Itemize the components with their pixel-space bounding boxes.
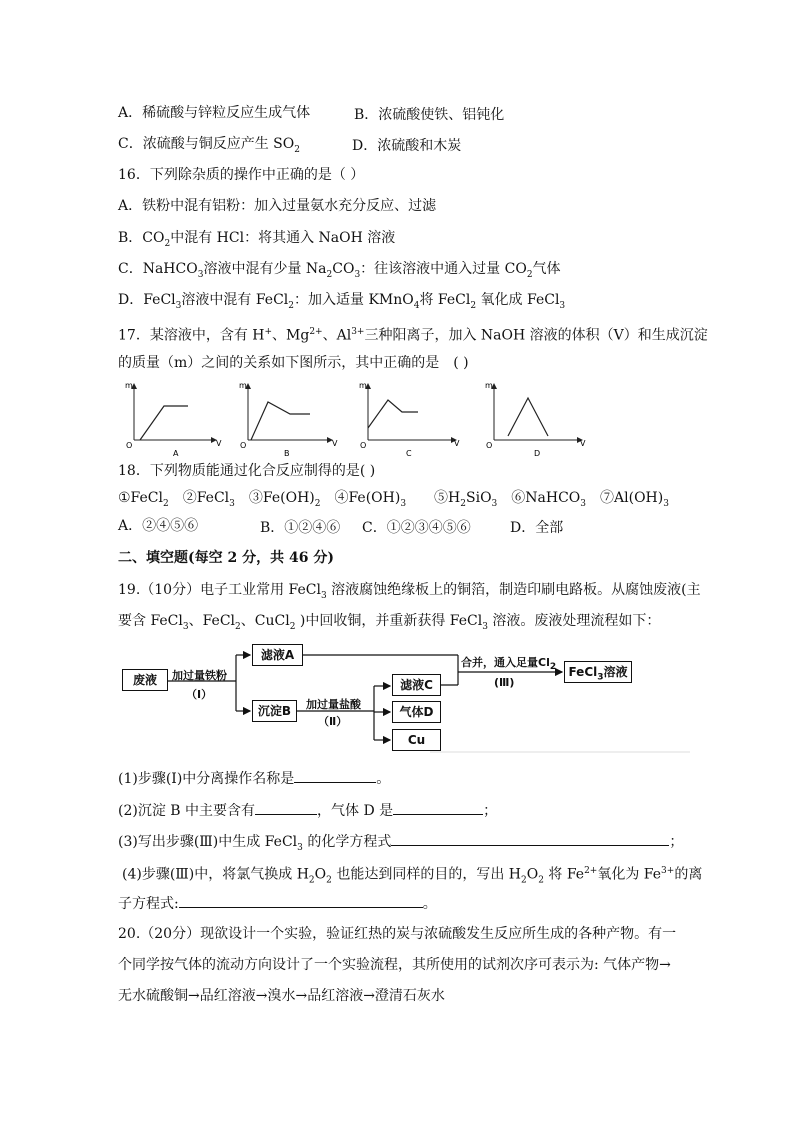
q17-stem-line2: 的质量（m）之间的关系如下图所示，其中正确的是 ( )	[118, 355, 469, 371]
q19-sub1: (1)步骤(Ⅰ)中分离操作名称是 。	[118, 768, 390, 788]
q16-option-c: C．NaHCO$_3$溶液中混有少量 $Na_2CO_3$：往该溶液中通入过量 $CO_2$气体	[118, 261, 561, 280]
graph-c-ylabel: m	[359, 381, 367, 390]
q18-stem: 18．下列物质能通过化合反应制得的是( )	[118, 463, 376, 479]
graph-b-xlabel: V	[332, 439, 338, 448]
q18-option-c: C．①②③④⑤⑥	[362, 520, 471, 536]
graph-b-ylabel: m	[239, 381, 247, 390]
precipitate-b-box: 沉淀B	[252, 700, 297, 722]
graph-a-xlabel: V	[216, 439, 222, 448]
q20-line3: 无水硫酸铜→品红溶液→溴水→品红溶液→澄清石灰水	[118, 988, 445, 1004]
q19-sub3: (3)写出步骤(Ⅲ)中生成 FeCl$_3$ 的化学方程式 ；	[118, 831, 683, 857]
fecl3-solution-box: FeCl$_3$溶液	[564, 661, 632, 683]
q16-option-b: B．$CO_2$中混有 HCl：将其通入 NaOH 溶液	[118, 230, 396, 249]
q16-stem: 16．下列除杂质的操作中正确的是（ ）	[118, 167, 365, 183]
gas-d-box: 气体D	[392, 701, 441, 723]
q20-line1: 20.（20分）现欲设计一个实验，验证红热的炭与浓硫酸发生反应所生成的各种产物。有一	[118, 926, 677, 942]
graph-c-origin: O	[360, 441, 367, 450]
graph-a-origin: O	[126, 441, 133, 450]
step1-number: （Ⅰ）	[186, 688, 213, 701]
q20-line2: 个同学按气体的流动方向设计了一个实验流程，其所使用的试剂次序可表示为: 气体产物→	[118, 957, 671, 973]
graph-d-xlabel: V	[580, 439, 586, 448]
graph-b-label: B	[284, 449, 290, 458]
answer-blank[interactable]	[179, 893, 423, 908]
graph-d-ylabel: m	[485, 381, 493, 390]
q19-sub4-cont: 子方程式: 。	[118, 893, 437, 913]
step3-number: (Ⅲ)	[494, 676, 515, 689]
q19-sub2: (2)沉淀 B 中主要含有 ，气体 D 是 ；	[118, 800, 497, 820]
q18-option-b: B．①②④⑥	[260, 520, 341, 536]
cu-box: Cu	[392, 729, 441, 751]
step3-label: 合并，通入足量$Cl_2$	[461, 656, 557, 673]
graph-b-origin: O	[240, 441, 247, 450]
graph-a-label: A	[173, 449, 179, 458]
answer-blank[interactable]	[393, 800, 483, 815]
waste-liquid-box: 废液	[122, 669, 168, 691]
q15-option-c: C．浓硫酸与铜反应产生 $SO_2$	[118, 136, 300, 155]
q16-option-a: A．铁粉中混有铝粉：加入过量氨水充分反应、过滤	[118, 198, 437, 214]
q18-option-d: D．全部	[510, 520, 564, 536]
q19-stem-line1: 19.（10分）电子工业常用 FeCl$_3$ 溶液腐蚀绝缘板上的铜箔，制造印刷电路板。从腐蚀废液(主	[118, 582, 701, 601]
step2-number: （Ⅱ）	[318, 715, 348, 728]
filtrate-a-box: 滤液A	[252, 644, 303, 666]
q15-option-d: D．浓硫酸和木炭	[352, 138, 462, 154]
q15-option-a: A．稀硫酸与锌粒反应生成气体	[118, 105, 311, 121]
graph-a-ylabel: m	[125, 381, 133, 390]
answer-blank[interactable]	[255, 800, 317, 815]
q19-sub4: (4)步骤(Ⅲ)中，将氯气换成 $H_2O_2$ 也能达到同样的目的，写出 $H_2O_2$ 将 $Fe^{2+}$氧化为 $Fe^{3+}$的离	[122, 866, 703, 886]
q17-stem-line1: 17．某溶液中，含有 H+、$Mg^{2+}$、$Al^{3+}$三种阳离子，加入 NaOH 溶液的体积（V）和生成沉淀	[118, 327, 708, 344]
answer-blank[interactable]	[391, 831, 669, 846]
answer-blank[interactable]	[294, 768, 376, 783]
graph-d-origin: O	[486, 441, 493, 450]
q19-stem-line2: 要含 FeCl$_3$、FeCl$_2$、CuCl$_2$ )中回收铜，并重新获得 FeCl$_3$ 溶液。废液处理流程如下：	[118, 613, 661, 632]
graph-c-xlabel: V	[454, 439, 460, 448]
filtrate-c-box: 滤液C	[392, 674, 441, 696]
section-heading: 二、填空题(每空 2 分，共 46 分)	[118, 550, 334, 566]
q16-option-d: D．FeCl$_3$溶液中混有 FeCl$_2$：加入适量 KMnO$_4$将 FeCl$_2$ 氧化成 FeCl$_3$	[118, 292, 566, 311]
q15-option-b: B．浓硫酸使铁、铝钝化	[354, 107, 505, 123]
q18-items: ①FeCl$_2$ ②FeCl$_3$ $③Fe(OH)_2$ $④Fe(OH)_3$ $⑤H_2SiO_3$ ⑥NaHCO$_3$ $⑦Al(OH)_3$	[118, 490, 669, 509]
q18-option-a: A．②④⑤⑥	[118, 518, 199, 534]
step2-label: 加过量盐酸	[306, 698, 361, 711]
graph-d-label: D	[534, 449, 541, 458]
step1-label: 加过量铁粉	[172, 669, 227, 682]
graph-c-label: C	[406, 449, 412, 458]
